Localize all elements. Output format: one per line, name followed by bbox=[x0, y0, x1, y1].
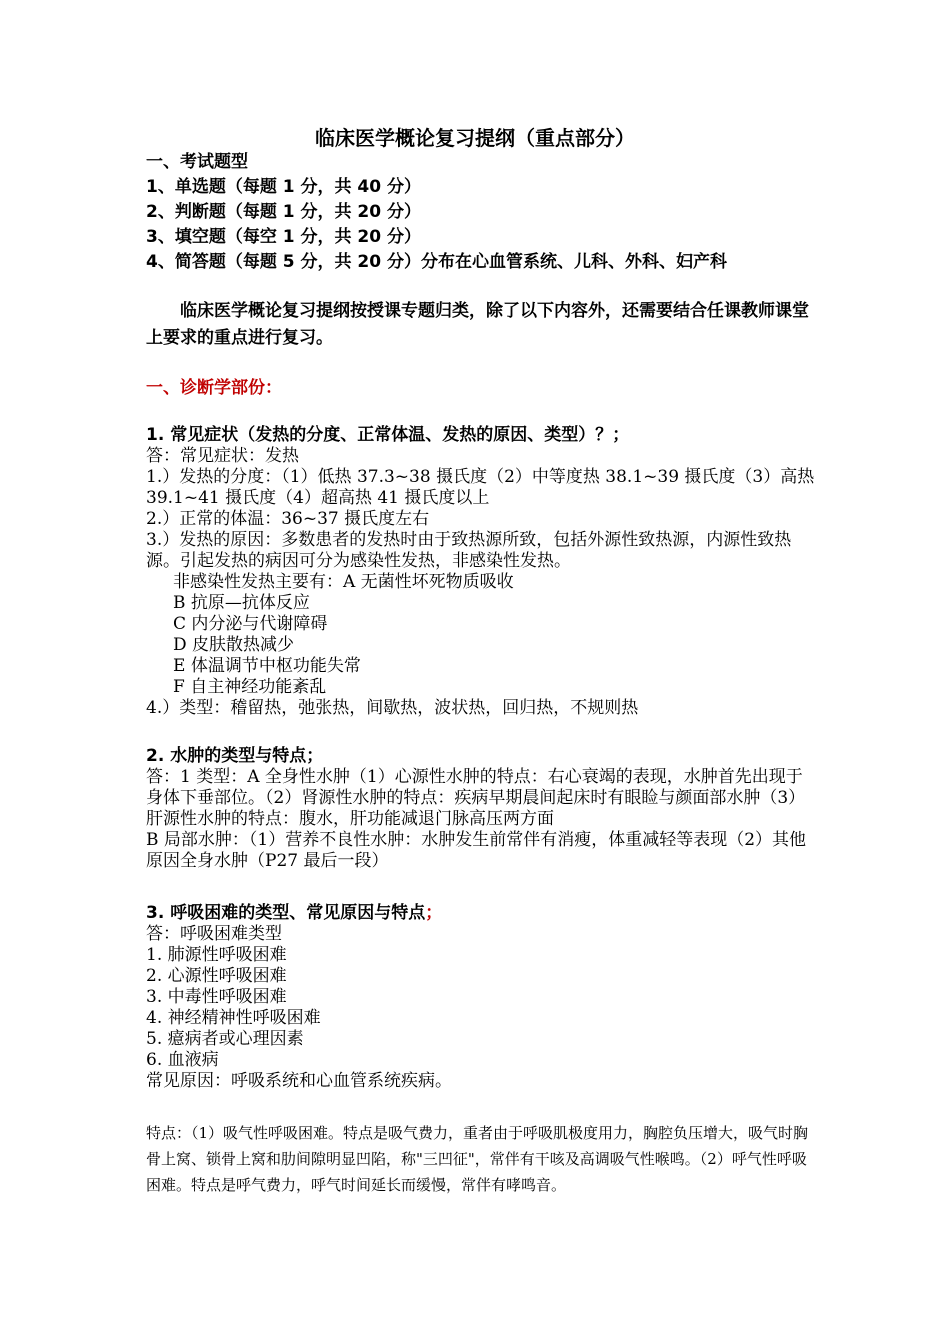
normal-temperature: 2.）正常的体温：36~37 摄氏度左右 bbox=[146, 509, 430, 529]
question-title-text: 3. 呼吸困难的类型、常见原因与特点 bbox=[146, 903, 426, 923]
exam-item: 4、简答题（每题 5 分，共 20 分）分布在心血管系统、儿科、外科、妇产科 bbox=[146, 252, 727, 272]
list-item: 2. 心源性呼吸困难 bbox=[146, 966, 287, 986]
exam-item: 2、判断题（每题 1 分，共 20 分） bbox=[146, 202, 421, 222]
list-item: C 内分泌与代谢障碍 bbox=[173, 614, 328, 634]
intro-paragraph: 临床医学概论复习提纲按授课专题归类，除了以下内容外，还需要结合任课教师课堂上要求的重点进行复习。 bbox=[146, 301, 809, 348]
list-item: B 抗原—抗体反应 bbox=[173, 593, 310, 613]
question-1 bbox=[146, 425, 818, 719]
question-2 bbox=[146, 746, 818, 872]
question-title: 2. 水肿的类型与特点； bbox=[146, 746, 324, 766]
list-item: D 皮肤散热减少 bbox=[173, 635, 295, 655]
list-item: 3. 中毒性呼吸困难 bbox=[146, 987, 287, 1007]
exam-heading: 一、考试题型 bbox=[146, 152, 248, 172]
answer-line: 答：呼吸困难类型 bbox=[146, 924, 282, 944]
exam-types-section bbox=[146, 150, 818, 275]
exam-item: 3、填空题（每空 1 分，共 20 分） bbox=[146, 227, 421, 247]
fever-types: 4.）类型：稽留热，弛张热，间歇热，波状热，回归热，不规则热 bbox=[146, 698, 639, 718]
document-title: 临床医学概论复习提纲（重点部分） bbox=[315, 126, 635, 150]
list-item: 4. 神经精神性呼吸困难 bbox=[146, 1008, 321, 1028]
noninfectious-fever: 非感染性发热主要有：A 无菌性坏死物质吸收 bbox=[173, 572, 514, 592]
question-title: 1. 常见症状（发热的分度、正常体温、发热的原因、类型）？； bbox=[146, 425, 630, 445]
section-heading-diagnostics: 一、诊断学部份： bbox=[146, 378, 282, 398]
exam-item: 1、单选题（每题 1 分，共 40 分） bbox=[146, 177, 421, 197]
dyspnea-features: 特点：（1）吸气性呼吸困难。特点是吸气费力，重者由于呼吸肌极度用力，胸腔负压增大，吸气时胸骨上窝、锁骨上窝和肋间隙明显凹陷，称"三凹征"，常伴有干咳及高调吸气性喉鸣。（2）呼气性呼吸困难。特点是呼气费力，呼气时间延长而缓慢，常伴有哮鸣音。 bbox=[146, 1124, 809, 1194]
list-item: 5. 癔病者或心理因素 bbox=[146, 1029, 304, 1049]
common-causes: 常见原因：呼吸系统和心血管系统疾病。 bbox=[146, 1071, 452, 1091]
question-title bbox=[146, 903, 818, 924]
fever-causes: 3.）发热的原因：多数患者的发热时由于致热源所致，包括外源性致热源，内源性致热源。引起发热的病因可分为感染性发热，非感染性发热。 bbox=[146, 530, 792, 571]
edema-types: 答：1 类型：A 全身性水肿（1）心源性水肿的特点：右心衰竭的表现，水肿首先出现于身体下垂部位。（2）肾源性水肿的特点：疾病早期晨间起床时有眼睑与颜面部水肿（3）肝源性水肿的特点：腹水，肝功能减退门脉高压两方面 bbox=[146, 767, 806, 829]
list-item: 1. 肺源性呼吸困难 bbox=[146, 945, 287, 965]
fever-degree: 1.）发热的分度：（1）低热 37.3~38 摄氏度（2）中等度热 38.1~39 摄氏度（3）高热 39.1~41 摄氏度（4）超高热 41 摄氏度以上 bbox=[146, 467, 815, 508]
local-edema: B 局部水肿：（1）营养不良性水肿：水肿发生前常伴有消瘦，体重减轻等表现（2）其他原因全身水肿（P27 最后一段） bbox=[146, 830, 807, 871]
answer-line: 答：常见症状：发热 bbox=[146, 446, 299, 466]
list-item: 6. 血液病 bbox=[146, 1050, 219, 1070]
question-3 bbox=[146, 903, 818, 1092]
question-title-mark: ； bbox=[425, 903, 443, 923]
list-item: E 体温调节中枢功能失常 bbox=[173, 656, 361, 676]
list-item: F 自主神经功能紊乱 bbox=[173, 677, 327, 697]
